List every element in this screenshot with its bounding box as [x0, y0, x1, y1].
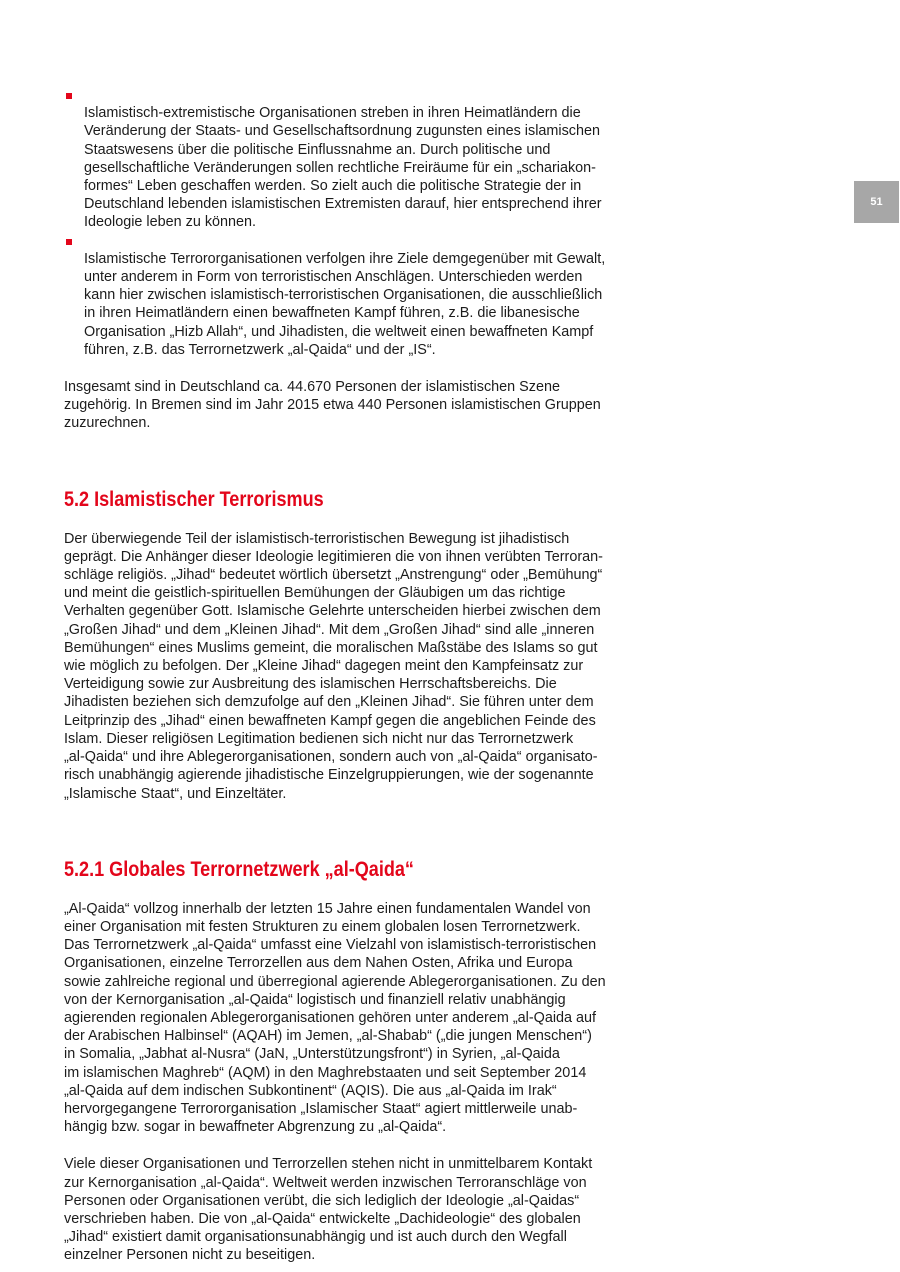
red-square-bullet-icon — [66, 93, 72, 99]
bullet-text: Islamistisch-extremistische Organisationen streben in ihren Heimatländern die Veränderung der Staats- und Gesellschaftsordnung zugunsten eines islamischen Staatswesens über die politische Einflussnahme an. Durch politische und gesellschaftliche Veränderungen sollen rechtliche Freiräume für ein „schariakon- formes“ Leben geschaffen werden. So zielt auch die politische Strategie der in Deutschland lebenden islamistischen Extremisten darauf, hier entsprechend ihrer Ideologie leben zu können. — [84, 105, 602, 231]
document-page — [64, 86, 612, 1265]
section-5-2-paragraph: Der überwiegende Teil der islamistisch-terroristischen Bewegung ist jihadistisch geprägt. Die Anhänger dieser Ideologie legitimieren die von ihnen verübten Terroran- schläge religiös. „Jihad“ bedeutet wörtlich übersetzt „Anstrengung“ oder „Bemühung“ und meint die geistlich-spirituellen Bemühungen der Gläubigen um das richtige Verhalten gegenüber Gott. Islamische Gelehrte unterscheiden hierbei zwischen dem „Großen Jihad“ und dem „Kleinen Jihad“. Mit dem „Großen Jihad“ sind alle „inneren Bemühungen“ eines Muslims gemeint, die moralischen Maßstäbe des Islams so gut wie möglich zu befolgen. Der „Kleine Jihad“ dagegen meint den Kampfeinsatz zur Verteidigung sowie zur Ausbreitung des islamischen Herrschaftsbereichs. Die Jihadisten beziehen sich demzufolge auf den „Kleinen Jihad“. Sie führen unter dem Leitprinzip des „Jihad“ einen bewaffneten Kampf gegen die angeblichen Feinde des Islam. Dieser religiösen Legitimation bedienen sich nicht nur das Terrornetzwerk „al-Qaida“ und ihre Ablegerorganisationen, sondern auch von „al-Qaida“ organisato- risch unabhängig agierende jihadistische Einzelgruppierungen, wie der sogenannte „Islamische Staat“, und Einzeltäter. — [64, 530, 603, 802]
bullet-list — [64, 86, 612, 359]
page-number-tab — [854, 181, 899, 223]
page-number: 51 — [870, 196, 883, 208]
section-5-2-1-paragraph-1: „Al-Qaida“ vollzog innerhalb der letzten 15 Jahre einen fundamentalen Wandel von einer Organisation mit festen Strukturen zu einem globalen losen Terrornetzwerk. Das Terrornetzwerk „al-Qaida“ umfasst eine Vielzahl von islamistisch-terroristischen Organisationen, einzelne Terrorzellen aus dem Nahen Osten, Afrika und Europa sowie zahlreiche regional und überregional agierende Ablegerorganisationen. Zu den von der Kernorganisation „al-Qaida“ logistisch und finanziell relativ unabhängig agierenden regionalen Ablegerorganisationen gehören unter anderem „al-Qaida auf der Arabischen Halbinsel“ (AQAH) im Jemen, „al-Shabab“ („die jungen Menschen“) in Somalia, „Jabhat al-Nusra“ (JaN, „Unterstützungsfront“) in Syrien, „al-Qaida im islamischen Maghreb“ (AQM) in den Maghrebstaaten und seit September 2014 „al-Qaida auf dem indischen Subkontinent“ (AQIS). Die aus „al-Qaida im Irak“ hervorgegangene Terrororganisation „Islamischer Staat“ agiert mittlerweile unab- hängig bzw. sogar in bewaffneter Abgrenzung zu „al-Qaida“. — [64, 900, 606, 1136]
bullet-text: Islamistische Terrororganisationen verfolgen ihre Ziele demgegenüber mit Gewalt, unter anderem in Form von terroristischen Anschlägen. Unterschieden werden kann hier zwischen islamistisch-terroristischen Organisationen, die ausschließlich in ihren Heimatländern einen bewaffneten Kampf führen, z.B. die libanesische Organisation „Hizb Allah“, und Jihadisten, die weltweit einen bewaffneten Kampf führen, z.B. das Terrornetzwerk „al-Qaida“ und der „IS“. — [84, 250, 606, 358]
section-heading-5-2: 5.2 Islamistischer Terrorismus — [64, 487, 324, 511]
section-heading-5-2-1: 5.2.1 Globales Terrornetzwerk „al-Qaida“ — [64, 857, 414, 881]
section-5-2-1-paragraph-2: Viele dieser Organisationen und Terrorzellen stehen nicht in unmittelbarem Kontakt zur Kernorganisation „al-Qaida“. Weltweit werden inzwischen Terroranschläge von Personen oder Organisationen verübt, die sich lediglich der Ideologie „al-Qaidas“ verschrieben haben. Die von „al-Qaida“ entwickelte „Dachideologie“ des globalen „Jihad“ existiert damit organisationsunabhängig und ist auch durch den Wegfall einzelner Personen nicht zu beseitigen. — [64, 1156, 593, 1264]
bullet-item — [64, 232, 612, 359]
bullet-item — [64, 86, 612, 232]
intro-paragraph: Insgesamt sind in Deutschland ca. 44.670 Personen der islamistischen Szene zugehörig. In Bremen sind im Jahr 2015 etwa 440 Personen islamistischen Gruppen zuzurechnen. — [64, 379, 601, 432]
red-square-bullet-icon — [66, 239, 72, 245]
